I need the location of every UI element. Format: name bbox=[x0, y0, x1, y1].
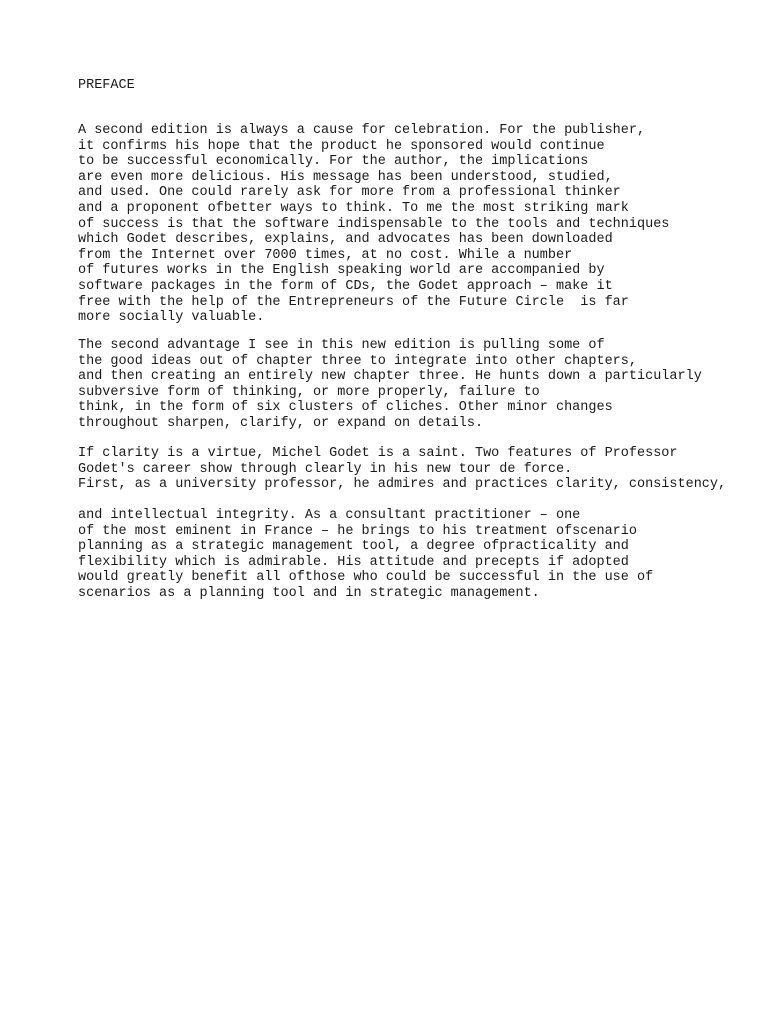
paragraph-4: and intellectual integrity. As a consultant practitioner – one of the most eminent in France – he brings to his treatment ofscenario planning as a strategic management tool, a degree ofpracticality and flexibility which is admirable. His attitude and precepts if adopted would greatly benefit all ofthose who could be successful in the use of scenarios as a planning tool and in strategic management. bbox=[78, 508, 654, 601]
paragraph-3: If clarity is a virtue, Michel Godet is a saint. Two features of Professor Godet's career show through clearly in his new tour de force. First, as a university professor, he admires and practices clarity, consistency, bbox=[78, 446, 727, 493]
paragraph-2: The second advantage I see in this new edition is pulling some of the good ideas out of chapter three to integrate into other chapters, and then creating an entirely new chapter three. He hunts down a particularly subversive form of thinking, or more properly, failure to think, in the form of six clusters of cliches. Other minor changes throughout sharpen, clarify, or expand on details. bbox=[78, 338, 702, 431]
page-title: PREFACE bbox=[78, 78, 135, 93]
paragraph-1: A second edition is always a cause for celebration. For the publisher, it confirms his hope that the product he sponsored would continue to be successful economically. For the author, the implications are even more delicious. His message has been understood, studied, and used. One could rarely ask for more from a professional thinker and a proponent ofbetter ways to think. To me the most striking mark of success is that the software indispensable to the tools and techniques which Godet describes, explains, and advocates has been downloaded from the Internet over 7000 times, at no cost. While a number of futures works in the English speaking world are accompanied by software packages in the form of CDs, the Godet approach – make it free with the help of the Entrepreneurs of the Future Circle is far more socially valuable. bbox=[78, 123, 670, 326]
